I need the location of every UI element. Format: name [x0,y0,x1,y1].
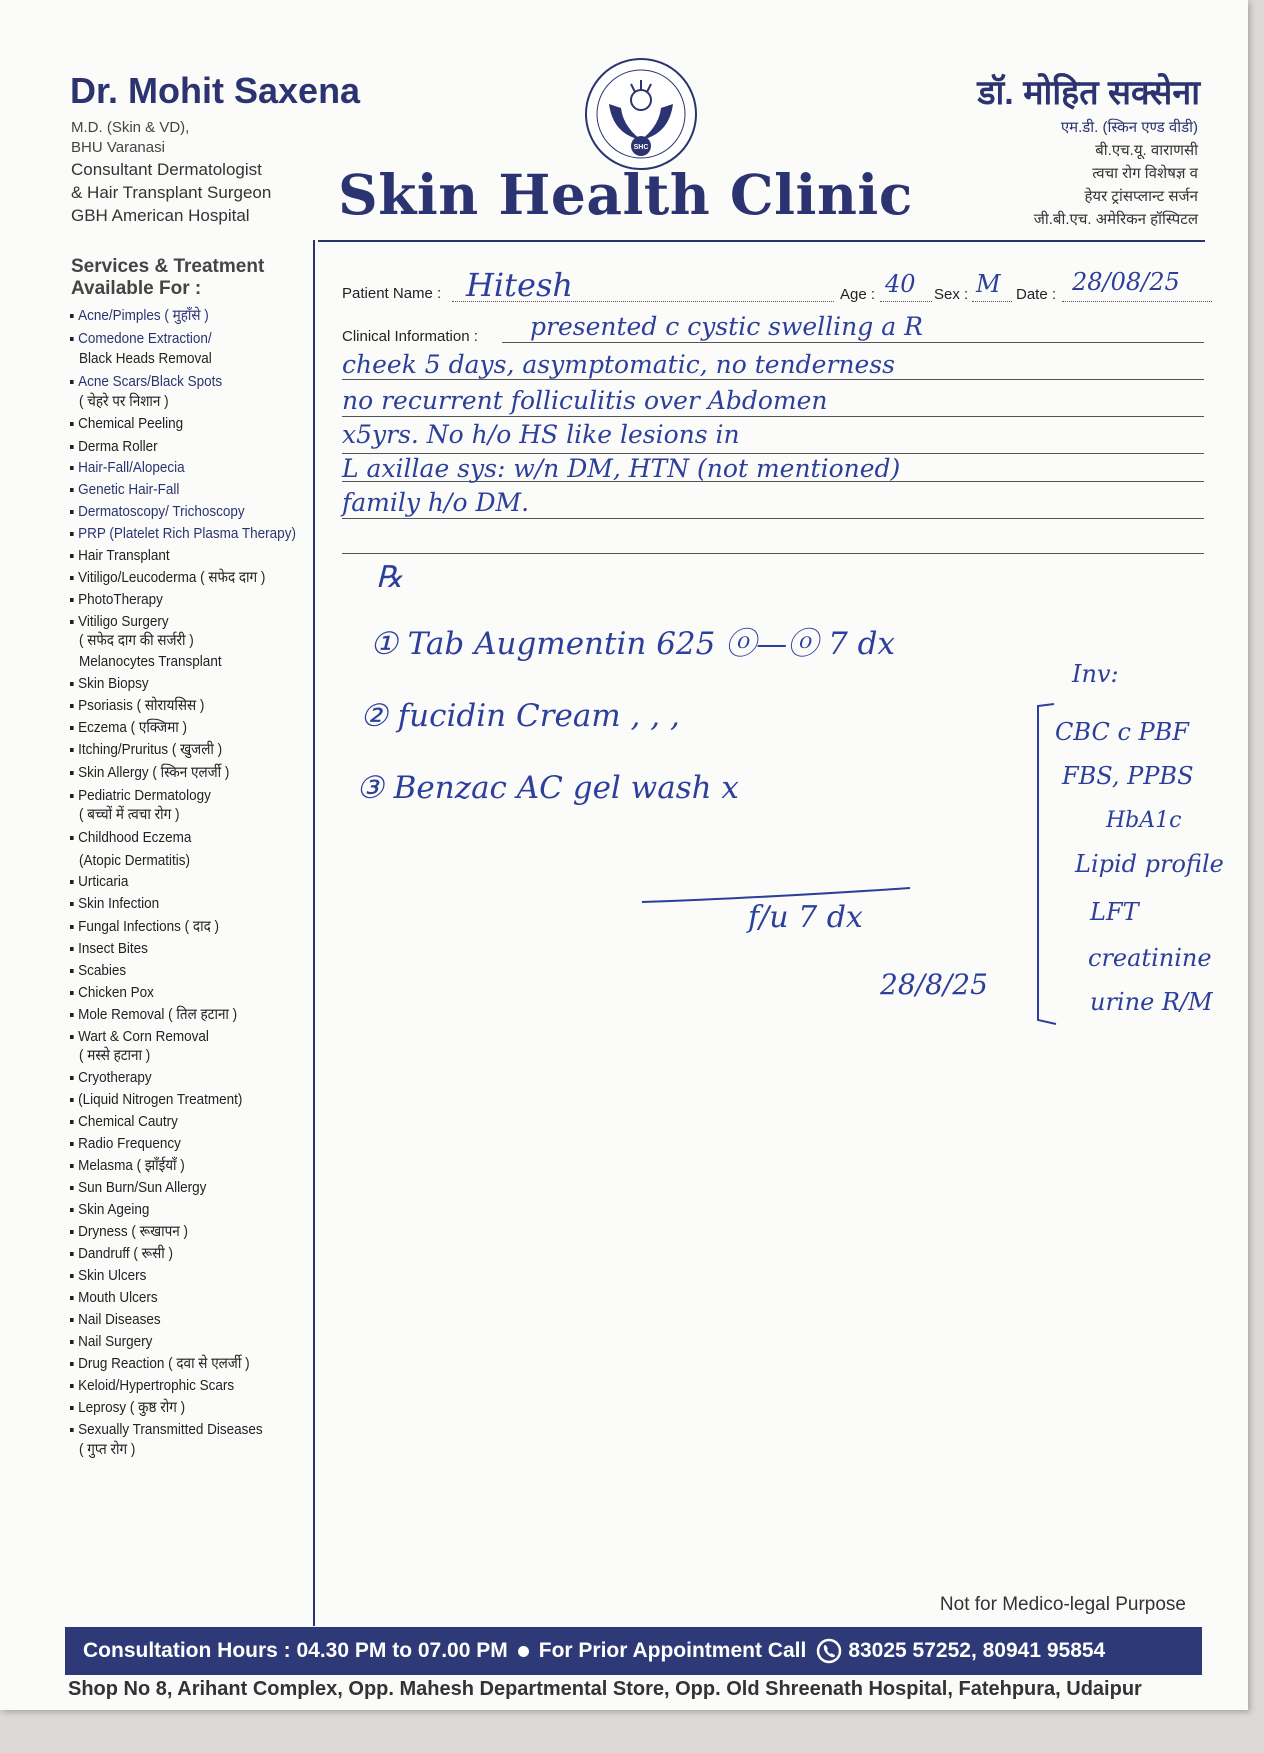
service-item: Dandruff ( रूसी ) [70,1244,173,1264]
consultation-banner [65,1627,1202,1675]
service-item: Dryness ( रूखापन ) [70,1222,188,1242]
service-item: Acne/Pimples ( मुहाँसे ) [70,306,209,326]
service-item: PRP (Platelet Rich Plasma Therapy) [70,524,296,544]
doctor-credentials-hi [1034,116,1198,231]
service-item: Mouth Ulcers [70,1288,158,1308]
investigations-heading: Inv: [1072,660,1119,688]
phone-icon [816,1638,842,1664]
service-item: Dermatoscopy/ Trichoscopy [70,502,245,522]
doctor-name-en: Dr. Mohit Saxena [70,70,361,111]
legal-note: Not for Medico-legal Purpose [939,1594,1186,1615]
date-value: 28/08/25 [1072,268,1180,296]
service-item: Psoriasis ( सोरायसिस ) [70,696,204,716]
service-item: PhotoTherapy [70,590,163,610]
service-item: Eczema ( एक्जिमा ) [70,718,187,738]
clinical-note-5: L axillae sys: w/n DM, HTN (not mentioned) [342,454,901,483]
university-hi: बी.एच.यू. वाराणसी [1095,142,1198,159]
header-divider [318,240,1205,242]
consultation-hours: Consultation Hours : 04.30 PM to 07.00 PM [83,1639,508,1662]
service-item: Hair-Fall/Alopecia [70,458,185,478]
clinical-line-6 [342,518,1204,519]
services-heading [71,256,264,300]
investigation-4: Lipid profile [1075,850,1224,878]
service-item: Fungal Infections ( दाद ) [70,917,219,937]
sidebar-divider [313,240,315,1626]
clinical-note-3: no recurrent folliculitis over Abdomen [342,386,828,415]
hands-logo-icon [587,60,695,168]
phone-numbers: 83025 57252, 80941 95854 [848,1639,1106,1662]
doctor-credentials-en [71,118,271,227]
age-value: 40 [885,270,916,298]
rx-symbol: ℞ [376,560,403,595]
service-item: Nail Surgery [70,1332,152,1352]
investigation-6: creatinine [1088,944,1212,972]
title2-en: & Hair Transplant Surgeon [71,183,272,202]
patient-name-label: Patient Name : [342,285,442,302]
service-item: Sun Burn/Sun Allergy [70,1178,206,1198]
investigation-7: urine R/M [1090,988,1213,1016]
service-item: ( चेहरे पर निशान ) [79,393,169,410]
hospital-en: GBH American Hospital [71,206,250,225]
clinical-note-2: cheek 5 days, asymptomatic, no tenderness [342,350,895,379]
service-item: Pediatric Dermatology [70,786,211,806]
rx-item-1: ① Tab Augmentin 625 ⓞ—ⓞ 7 dx [370,626,895,662]
university-en: BHU Varanasi [71,139,165,156]
clinical-info-label: Clinical Information : [342,328,478,345]
doctor-name-hi: डॉ. मोहित सक्सेना [977,74,1200,112]
service-item: Drug Reaction ( दवा से एलर्जी ) [70,1354,250,1374]
degree-hi: एम.डी. (स्किन एण्ड वीडी) [1060,119,1198,136]
clinical-note-4: x5yrs. No h/o HS like lesions in [342,420,740,449]
clinical-line-3 [342,416,1204,417]
sex-line [972,301,1012,302]
sex-label: Sex : [934,286,969,303]
service-item: Skin Infection [70,894,159,914]
age-line [880,301,932,302]
service-item: Mole Removal ( तिल हटाना ) [70,1005,237,1025]
service-item: Hair Transplant [70,546,170,566]
services-heading-line2: Available For : [71,278,202,299]
age-label: Age : [840,286,876,303]
title2-hi: हेयर ट्रांसप्लान्ट सर्जन [1084,188,1198,205]
patient-name-value: Hitesh [466,266,573,304]
followup-note: f/u 7 dx [748,900,863,935]
clinical-line-7 [342,553,1204,554]
degree-text: M.D. (Skin & VD), [71,119,190,136]
service-item: Wart & Corn Removal [70,1027,209,1047]
service-item: Derma Roller [70,437,158,457]
service-item: (Liquid Nitrogen Treatment) [70,1090,242,1110]
service-item: ( मस्से हटाना ) [79,1047,151,1064]
service-item: Skin Allergy ( स्किन एलर्जी ) [70,763,229,783]
service-item: Cryotherapy [70,1068,152,1088]
investigations-bracket-icon [1028,700,1058,1030]
service-item: Comedone Extraction/ [70,329,212,349]
investigation-5: LFT [1090,898,1139,926]
clinical-line-1 [502,342,1204,343]
clinic-address: Shop No 8, Arihant Complex, Opp. Mahesh Departmental Store, Opp. Old Shreenath Hospital, Fatehpura, Udaipur [68,1678,1142,1700]
title1-hi: त्वचा रोग विशेषज्ञ व [1092,165,1198,182]
service-item: Genetic Hair-Fall [70,480,179,500]
rx-item-3: ③ Benzac AC gel wash x [356,770,739,806]
service-item: Scabies [70,961,126,981]
clinic-logo [585,58,697,170]
appointment-text: For Prior Appointment Call [538,1639,807,1662]
service-item: Sexually Transmitted Diseases [70,1420,263,1440]
clinical-note-1: presented c cystic swelling a R [530,312,923,341]
service-item: Insect Bites [70,939,148,959]
date-line [1062,301,1212,302]
service-item: Childhood Eczema [70,828,191,848]
clinical-note-6: family h/o DM. [342,488,530,517]
service-item: Skin Biopsy [70,674,149,694]
service-item: Chicken Pox [70,983,154,1003]
date-label: Date : [1016,286,1057,303]
clinic-name: Skin Health Clinic [338,162,913,227]
service-item: Nail Diseases [70,1310,161,1330]
bullet-icon [518,1646,529,1657]
investigation-1: CBC c PBF [1055,718,1189,746]
degree-en [71,118,271,138]
service-item: Acne Scars/Black Spots [70,372,222,392]
service-item: Radio Frequency [70,1134,181,1154]
investigation-3: HbA1c [1106,808,1182,833]
hospital-hi: जी.बी.एच. अमेरिकन हॉस्पिटल [1033,211,1198,228]
logo-text: SHC [633,144,649,151]
service-item: Vitiligo Surgery [70,612,169,632]
service-item: Keloid/Hypertrophic Scars [70,1376,234,1396]
service-item: Chemical Peeling [70,414,183,434]
service-item: Itching/Pruritus ( खुजली ) [70,740,222,760]
signature-date: 28/8/25 [880,968,988,1001]
services-heading-line1: Services & Treatment [71,256,265,277]
service-item: ( बच्चों में त्वचा रोग ) [79,806,180,823]
rx-item-2: ② fucidin Cream , , , [360,698,680,734]
service-item: Chemical Cautry [70,1112,178,1132]
service-item: Melanocytes Transplant [79,653,222,670]
service-item: ( सफेद दाग की सर्जरी ) [79,632,194,649]
service-item: (Atopic Dermatitis) [79,852,191,869]
service-item: Melasma ( झाँईयाँ ) [70,1156,185,1176]
clinical-line-2 [342,379,1204,380]
service-item: Leprosy ( कुष्ठ रोग ) [70,1398,185,1418]
service-item: ( गुप्त रोग ) [79,1441,136,1458]
title1-en: Consultant Dermatologist [71,160,262,179]
service-item: Black Heads Removal [79,350,212,367]
service-item: Urticaria [70,872,128,892]
investigation-2: FBS, PPBS [1062,762,1194,790]
service-item: Skin Ageing [70,1200,149,1220]
service-item: Skin Ulcers [70,1266,146,1286]
sex-value: M [976,270,1001,298]
service-item: Vitiligo/Leucoderma ( सफेद दाग ) [70,568,265,588]
